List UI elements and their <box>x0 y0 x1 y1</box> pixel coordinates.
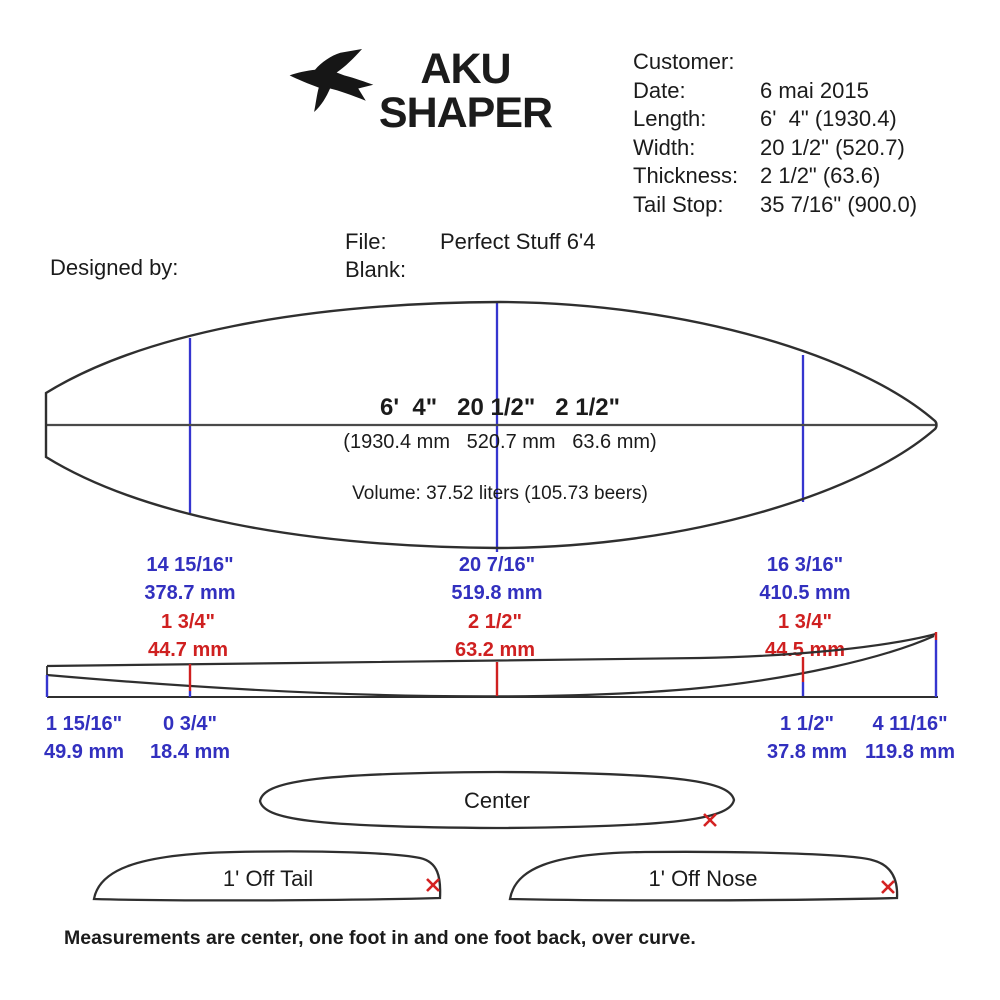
plan-view-outline <box>0 295 1000 555</box>
cross-sections <box>0 765 1000 910</box>
thickness-tail-metric: 44.7 mm <box>147 639 229 661</box>
rocker-tailtip-metric: 49.9 mm <box>43 741 125 763</box>
thickness-tail-imperial: 1 3/4" <box>161 611 215 633</box>
rocker-nosetip-imperial: 4 11/16" <box>872 713 948 735</box>
designed-by-label: Designed by: <box>50 255 179 280</box>
x-marker-off-tail-icon <box>427 879 439 891</box>
cross-section-off-tail-label: 1' Off Tail <box>222 866 314 891</box>
rocker-nose-metric: 37.8 mm <box>766 741 848 763</box>
thickness-nose-imperial: 1 3/4" <box>778 611 832 633</box>
width-center-metric: 519.8 mm <box>451 582 543 604</box>
width-row <box>633 134 917 163</box>
customer-info <box>633 48 917 219</box>
tailstop-value: 35 7/16" (900.0) <box>760 191 918 217</box>
rocker-nosetip-metric: 119.8 mm <box>864 741 956 763</box>
tailstop-row <box>633 191 917 220</box>
date-label: Date: <box>633 77 686 103</box>
rocker-tail-imperial: 0 3/4" <box>163 713 217 735</box>
plan-dimensions-metric: (1930.4 mm 520.7 mm 63.6 mm) <box>343 431 657 453</box>
rocker-nose-imperial: 1 1/2" <box>780 713 834 735</box>
plan-volume: Volume: 37.52 liters (105.73 beers) <box>352 483 648 504</box>
width-nose-metric: 410.5 mm <box>759 582 851 604</box>
tailstop-label: Tail Stop: <box>633 191 724 217</box>
width-tail-metric: 378.7 mm <box>144 582 236 604</box>
brand-title <box>368 46 563 136</box>
width-label: Width: <box>633 134 696 160</box>
width-center-imperial: 20 7/16" <box>458 554 536 576</box>
thickness-row <box>633 162 917 191</box>
length-row <box>633 105 917 134</box>
rocker-tailtip-imperial: 1 15/16" <box>45 713 123 735</box>
width-nose-imperial: 16 3/16" <box>766 554 844 576</box>
rocker-tail-metric: 18.4 mm <box>149 741 231 763</box>
x-marker-off-nose-icon <box>882 881 894 893</box>
brand-line-1: AKU <box>420 45 511 93</box>
thickness-value: 2 1/2" (63.6) <box>760 163 881 188</box>
date-row <box>633 77 917 106</box>
thickness-label: Thickness: <box>633 163 739 188</box>
date-value: 6 mai 2015 <box>760 77 869 103</box>
customer-row <box>633 48 917 77</box>
brand-line-2: SHAPER <box>378 89 553 137</box>
file-label: File: <box>345 229 387 254</box>
width-value: 20 1/2" (520.7) <box>760 134 905 160</box>
thickness-center-metric: 63.2 mm <box>454 639 536 661</box>
cross-section-off-nose-label: 1' Off Nose <box>648 866 758 891</box>
frigatebird-logo-icon <box>284 46 378 116</box>
bottom-rocker-curve <box>47 636 934 696</box>
thickness-nose-metric: 44.5 mm <box>764 639 846 661</box>
width-tail-imperial: 14 15/16" <box>146 554 234 576</box>
length-label: Length: <box>633 106 707 131</box>
file-value: Perfect Stuff 6'4 <box>440 229 596 254</box>
rocker-profile <box>0 620 1000 730</box>
blank-label: Blank: <box>345 257 407 282</box>
cross-section-center-label: Center <box>463 788 531 813</box>
thickness-center-imperial: 2 1/2" <box>468 611 522 633</box>
customer-label: Customer: <box>633 49 735 74</box>
plan-dimensions-imperial: 6' 4" 20 1/2" 2 1/2" <box>380 394 620 421</box>
length-value: 6' 4" (1930.4) <box>760 106 897 131</box>
footer-note: Measurements are center, one foot in and one foot back, over curve. <box>64 927 696 949</box>
